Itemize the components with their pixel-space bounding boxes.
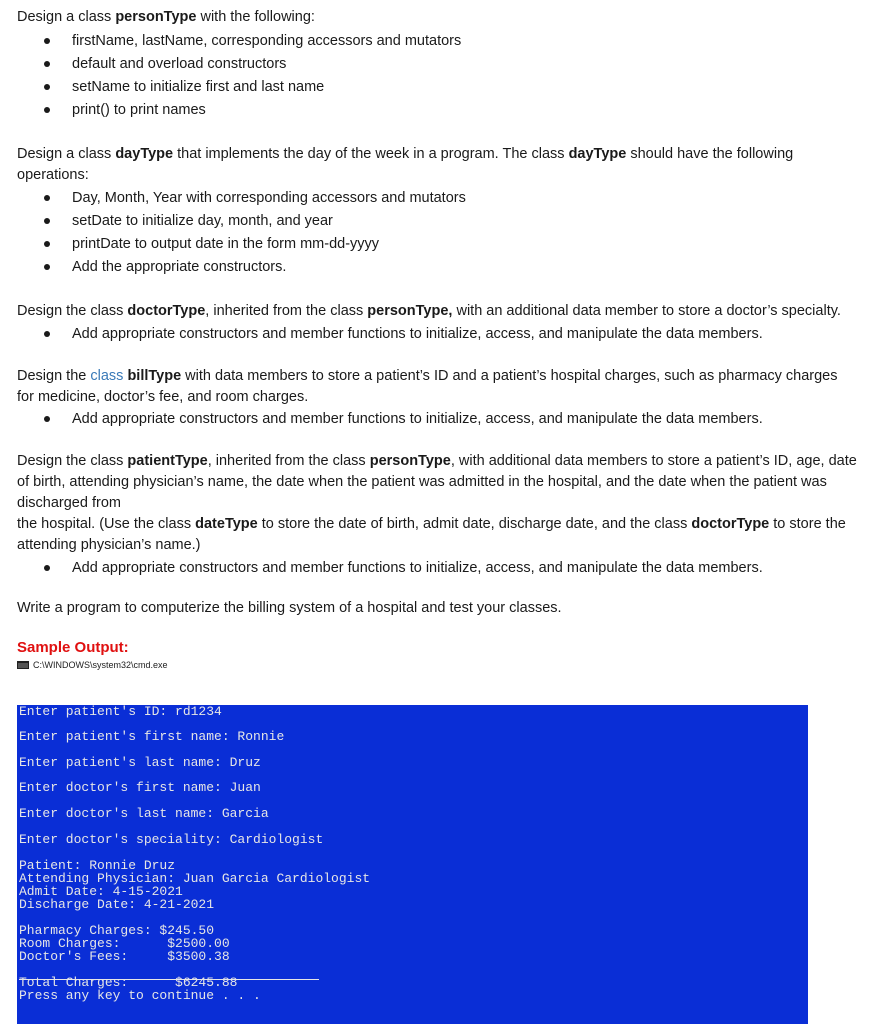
bullet-icon bbox=[44, 61, 50, 67]
cmd-icon bbox=[17, 661, 29, 669]
class-name: billType bbox=[127, 368, 182, 384]
list-item-text: Add the appropriate constructors. bbox=[72, 259, 287, 275]
text: with an additional data member to store a doctor’s specialty. bbox=[452, 303, 841, 319]
class-name: personType bbox=[115, 9, 197, 25]
list-item bbox=[17, 187, 857, 210]
bullet-icon bbox=[44, 565, 50, 571]
text: , inherited from the class bbox=[207, 453, 370, 469]
class-name: personType bbox=[369, 453, 451, 469]
text: Design a class bbox=[17, 146, 116, 162]
list-item-text: printDate to output date in the form mm-dd-yyyy bbox=[72, 236, 380, 252]
console-line: Enter doctor's first name: Juan bbox=[19, 780, 261, 795]
console-line: Enter patient's last name: Druz bbox=[19, 755, 261, 770]
class-name: dayType bbox=[568, 146, 627, 162]
bullet-icon bbox=[44, 264, 50, 270]
day-type-list bbox=[17, 187, 857, 279]
list-item-text: Add appropriate constructors and member functions to initialize, access, and manipulate the data members. bbox=[72, 326, 763, 342]
list-item-text: setDate to initialize day, month, and year bbox=[72, 213, 333, 229]
list-item bbox=[17, 30, 857, 53]
console-line: Pharmacy Charges: $245.50 bbox=[19, 923, 215, 938]
bullet-icon bbox=[44, 416, 50, 422]
list-item-text: Add appropriate constructors and member functions to initialize, access, and manipulate the data members. bbox=[72, 411, 763, 427]
text: Design a class bbox=[17, 9, 116, 25]
list-item bbox=[17, 210, 857, 233]
console-line: Total Charges: $6245.88 bbox=[19, 975, 238, 990]
console-window bbox=[17, 705, 808, 1024]
sample-output-label: Sample Output: bbox=[17, 639, 129, 656]
console-line: Enter doctor's last name: Garcia bbox=[19, 806, 269, 821]
bill-type-paragraph bbox=[17, 366, 857, 408]
class-name: doctorType bbox=[691, 516, 770, 532]
console-line: Admit Date: 4-15-2021 bbox=[19, 884, 183, 899]
list-item-text: Day, Month, Year with corresponding accessors and mutators bbox=[72, 190, 466, 206]
console-line: Attending Physician: Juan Garcia Cardiologist bbox=[19, 871, 371, 886]
list-item bbox=[17, 53, 857, 76]
list-item-text: setName to initialize first and last name bbox=[72, 79, 325, 95]
text: with the following: bbox=[196, 9, 315, 25]
console-line: Patient: Ronnie Druz bbox=[19, 858, 176, 873]
text: , with additional data members to store a patient’s ID, age, date of birth, attending physician’s name, the date when the patient was admitted in the hospital, and the date when the patient was discharged from bbox=[17, 453, 857, 511]
text: to store the attending physician’s name.) bbox=[17, 516, 846, 553]
list-item bbox=[17, 323, 857, 346]
bill-type-list bbox=[17, 408, 857, 431]
patient-type-paragraph-cont bbox=[17, 514, 857, 556]
class-name: doctorType bbox=[127, 303, 206, 319]
text: , inherited from the class bbox=[205, 303, 368, 319]
console-line: Enter doctor's speciality: Cardiologist bbox=[19, 832, 324, 847]
class-name: dayType bbox=[115, 146, 174, 162]
text: that implements the day of the week in a program. The class bbox=[173, 146, 569, 162]
bullet-icon bbox=[44, 241, 50, 247]
console-titlebar bbox=[17, 658, 857, 672]
person-type-paragraph bbox=[17, 7, 857, 28]
day-type-paragraph bbox=[17, 144, 857, 186]
text: Design the bbox=[17, 368, 91, 384]
console-line: Doctor's Fees: $3500.38 bbox=[19, 949, 230, 964]
console-line: Press any key to continue . . . bbox=[19, 988, 261, 1003]
list-item bbox=[17, 99, 857, 122]
list-item-text: Add appropriate constructors and member functions to initialize, access, and manipulate the data members. bbox=[72, 560, 763, 576]
list-item-text: print() to print names bbox=[72, 102, 206, 118]
patient-type-list bbox=[17, 557, 857, 580]
doctor-type-list bbox=[17, 323, 857, 346]
class-link[interactable]: class bbox=[90, 368, 124, 384]
list-item-text: default and overload constructors bbox=[72, 56, 287, 72]
text: should have the following operations: bbox=[17, 146, 794, 183]
console-line: Discharge Date: 4-21-2021 bbox=[19, 897, 215, 912]
bullet-icon bbox=[44, 218, 50, 224]
assignment-document bbox=[17, 0, 857, 672]
text: the hospital. (Use the class bbox=[17, 516, 196, 532]
text: Design the class bbox=[17, 453, 128, 469]
bullet-icon bbox=[44, 107, 50, 113]
text: Design the class bbox=[17, 303, 128, 319]
list-item bbox=[17, 76, 857, 99]
class-name: dateType bbox=[195, 516, 258, 532]
list-item bbox=[17, 408, 857, 431]
program-paragraph: Write a program to computerize the billing system of a hospital and test your classes. bbox=[17, 600, 562, 616]
doctor-type-paragraph bbox=[17, 301, 857, 322]
console-line: Enter patient's ID: rd1234 bbox=[19, 704, 222, 719]
class-name: patientType bbox=[127, 453, 208, 469]
class-name: personType, bbox=[367, 303, 453, 319]
console-line: Room Charges: $2500.00 bbox=[19, 936, 230, 951]
bullet-icon bbox=[44, 195, 50, 201]
bullet-icon bbox=[44, 331, 50, 337]
bullet-icon bbox=[44, 84, 50, 90]
text: to store the date of birth, admit date, discharge date, and the class bbox=[257, 516, 692, 532]
list-item bbox=[17, 557, 857, 580]
person-type-list bbox=[17, 30, 857, 122]
console-title: C:\WINDOWS\system32\cmd.exe bbox=[33, 660, 168, 670]
list-item-text: firstName, lastName, corresponding accessors and mutators bbox=[72, 33, 462, 49]
text: with data members to store a patient’s ID and a patient’s hospital charges, such as pharmacy charges for medicine, doctor’s fee, and room charges. bbox=[17, 368, 838, 405]
console-line: Enter patient's first name: Ronnie bbox=[19, 729, 285, 744]
patient-type-paragraph bbox=[17, 451, 857, 514]
bullet-icon bbox=[44, 38, 50, 44]
list-item bbox=[17, 256, 857, 279]
list-item bbox=[17, 233, 857, 256]
